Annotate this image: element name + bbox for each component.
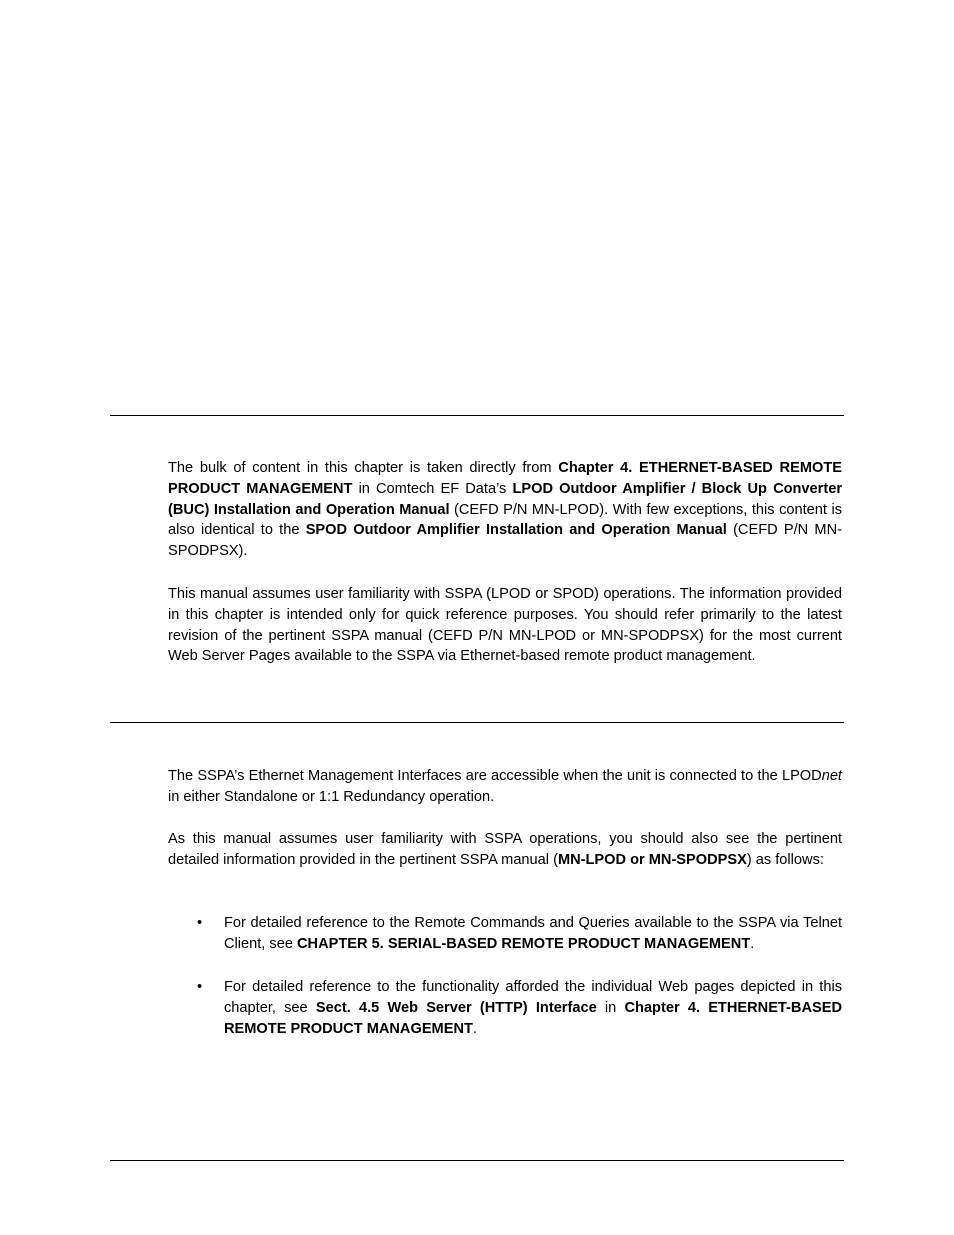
intro-paragraph-familiarity: This manual assumes user familiarity with SSPA (LPOD or SPOD) operations. The information provided in this chapter is intended only for quick reference purposes. You should refer primarily to the latest revision of the pertinent SSPA manual (CEFD P/N MN-LPOD or MN-SPODPSX) for the most current Web Server Pages available to the SSPA via Ethernet-based remote product management. [168, 586, 842, 665]
text-run: The SSPA’s Ethernet Management Interfaces are accessible when the unit is connected to the LPOD [168, 768, 822, 784]
italic-run: net [821, 768, 842, 784]
text-run: (CEFD P/N MN-LPOD). With few exceptions, this content is also identical to the [168, 501, 842, 539]
text-run: . [750, 935, 755, 952]
footer-divider [110, 1160, 844, 1161]
reference-paragraph [168, 829, 842, 871]
bold-run: LPOD Outdoor Amplifier / Block Up Converter (BUC) Installation and Operation Manual [168, 480, 843, 518]
text-run: . [472, 1020, 477, 1037]
bold-run: Chapter 4. ETHERNET-BASED REMOTE PRODUCT MANAGEMENT [224, 999, 842, 1037]
intro-paragraph-source [168, 458, 842, 562]
text-run: For detailed reference to the Remote Commands and Queries available to the SSPA via Telnet Client, see [224, 915, 842, 952]
bold-run: Sect. 4.5 Web Server (HTTP) Interface [315, 999, 597, 1016]
text-run: For detailed reference to the functionality afforded the individual Web pages depicted in this chapter, see [224, 979, 842, 1016]
text-run: in Comtech EF Data’s [352, 480, 513, 497]
access-paragraph [168, 766, 842, 808]
text-run: As this manual assumes user familiarity with SSPA operations, you should also see the pertinent detailed information provided in the pertinent SSPA manual ( [168, 831, 842, 868]
text-run: in either Standalone or 1:1 Redundancy operation. [168, 788, 495, 805]
bullet-icon: • [197, 915, 203, 931]
bold-run: MN-LPOD or MN-SPODPSX [557, 851, 747, 868]
list-item-telnet [224, 913, 842, 955]
text-run: (CEFD P/N MN-SPODPSX). [168, 522, 842, 560]
text-run: in [596, 999, 625, 1016]
bullet-icon: • [197, 979, 203, 995]
bold-run: CHAPTER 5. SERIAL-BASED REMOTE PRODUCT MANAGEMENT [297, 935, 751, 952]
bold-run: SPOD Outdoor Amplifier Installation and Operation Manual [305, 522, 727, 539]
text-run: The bulk of content in this chapter is taken directly from [168, 460, 559, 476]
section-divider-middle [110, 722, 844, 723]
list-item-web-pages [224, 977, 842, 1039]
section-divider-top [110, 415, 844, 416]
bold-run: Chapter 4. ETHERNET-BASED REMOTE PRODUCT MANAGEMENT [168, 460, 842, 497]
text-run: ) as follows: [746, 851, 824, 868]
